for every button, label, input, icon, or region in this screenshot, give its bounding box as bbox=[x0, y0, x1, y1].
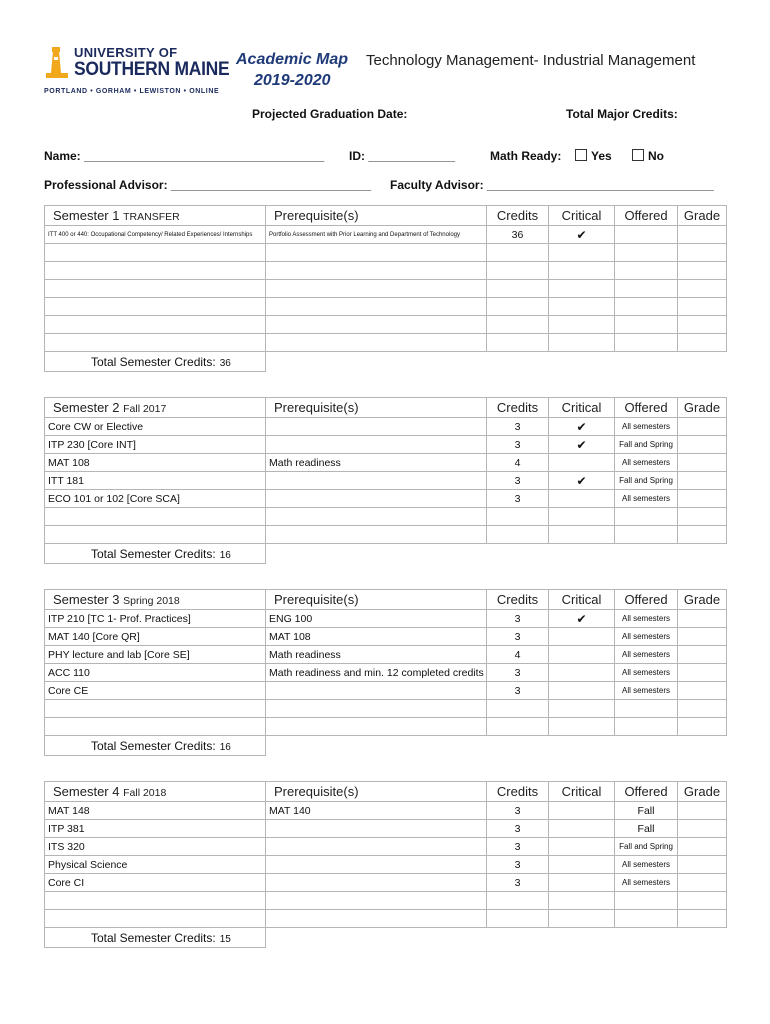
course-cell: ITT 400 or 440: Occupational Competency/ Related Experiences/ Internships bbox=[45, 226, 266, 244]
offered-cell bbox=[615, 262, 678, 280]
grade-cell[interactable] bbox=[678, 472, 727, 490]
semester-table bbox=[44, 205, 727, 372]
course-cell: PHY lecture and lab [Core SE] bbox=[45, 646, 266, 664]
critical-check-icon bbox=[549, 298, 615, 316]
semester-term: TRANSFER bbox=[123, 211, 180, 223]
credits-cell bbox=[487, 526, 549, 544]
grade-cell[interactable] bbox=[678, 874, 727, 892]
course-cell bbox=[45, 508, 266, 526]
prereq-header: Prerequisite(s) bbox=[266, 590, 487, 610]
total-label: Total Semester Credits: bbox=[91, 930, 216, 945]
credits-cell: 36 bbox=[487, 226, 549, 244]
critical-check-icon bbox=[549, 838, 615, 856]
prereq-cell bbox=[266, 298, 487, 316]
total-value: 16 bbox=[219, 741, 231, 753]
critical-header: Critical bbox=[549, 206, 615, 226]
table-row bbox=[45, 436, 727, 454]
critical-check-icon bbox=[549, 664, 615, 682]
checkbox-icon[interactable] bbox=[575, 149, 587, 161]
table-row bbox=[45, 610, 727, 628]
grade-header: Grade bbox=[678, 398, 727, 418]
offered-cell: All semesters bbox=[615, 610, 678, 628]
offered-cell bbox=[615, 700, 678, 718]
grade-header: Grade bbox=[678, 590, 727, 610]
critical-check-icon bbox=[549, 508, 615, 526]
total-semester-credits bbox=[45, 928, 266, 948]
logo-university-of: UNIVERSITY OF bbox=[74, 45, 178, 60]
logo-southern-maine: SOUTHERN MAINE bbox=[74, 59, 230, 80]
offered-cell: All semesters bbox=[615, 454, 678, 472]
table-row bbox=[45, 472, 727, 490]
prereq-cell bbox=[266, 280, 487, 298]
course-cell: Physical Science bbox=[45, 856, 266, 874]
total-major-credits-label: Total Major Credits: bbox=[566, 107, 678, 121]
course-cell: MAT 148 bbox=[45, 802, 266, 820]
grade-header: Grade bbox=[678, 782, 727, 802]
credits-cell: 3 bbox=[487, 610, 549, 628]
prereq-cell bbox=[266, 874, 487, 892]
critical-check-icon bbox=[549, 244, 615, 262]
grade-cell[interactable] bbox=[678, 802, 727, 820]
offered-cell bbox=[615, 334, 678, 352]
semester-header bbox=[45, 206, 266, 226]
prereq-cell bbox=[266, 436, 487, 454]
grade-cell[interactable] bbox=[678, 856, 727, 874]
credits-cell bbox=[487, 316, 549, 334]
offered-cell bbox=[615, 526, 678, 544]
prereq-cell: MAT 108 bbox=[266, 628, 487, 646]
prereq-cell bbox=[266, 838, 487, 856]
credits-cell bbox=[487, 508, 549, 526]
critical-check-icon bbox=[549, 718, 615, 736]
table-row bbox=[45, 718, 727, 736]
table-row bbox=[45, 802, 727, 820]
credits-cell bbox=[487, 910, 549, 928]
total-label: Total Semester Credits: bbox=[91, 354, 216, 369]
grade-cell[interactable] bbox=[678, 628, 727, 646]
offered-cell bbox=[615, 316, 678, 334]
credits-cell bbox=[487, 280, 549, 298]
table-row bbox=[45, 244, 727, 262]
prereq-cell bbox=[266, 418, 487, 436]
critical-check-icon bbox=[549, 856, 615, 874]
course-cell: ITP 210 [TC 1- Prof. Practices] bbox=[45, 610, 266, 628]
critical-check-icon bbox=[549, 526, 615, 544]
critical-check-icon: ✔ bbox=[549, 472, 615, 490]
credits-cell bbox=[487, 718, 549, 736]
credits-cell bbox=[487, 892, 549, 910]
total-value: 16 bbox=[219, 549, 231, 561]
credits-cell bbox=[487, 298, 549, 316]
math-ready-yes[interactable]: Yes bbox=[575, 149, 612, 163]
table-row bbox=[45, 628, 727, 646]
credits-cell: 3 bbox=[487, 856, 549, 874]
id-field[interactable]: ID: _____________ bbox=[349, 149, 456, 163]
offered-header: Offered bbox=[615, 206, 678, 226]
course-cell bbox=[45, 718, 266, 736]
total-semester-credits bbox=[45, 352, 266, 372]
semester-term: Fall 2017 bbox=[123, 403, 167, 415]
offered-cell bbox=[615, 244, 678, 262]
total-semester-credits bbox=[45, 544, 266, 564]
table-row bbox=[45, 262, 727, 280]
table-row bbox=[45, 334, 727, 352]
professional-advisor-field[interactable]: Professional Advisor: ______________________________ bbox=[44, 178, 372, 192]
offered-cell: All semesters bbox=[615, 418, 678, 436]
course-cell bbox=[45, 526, 266, 544]
total-value: 36 bbox=[219, 357, 231, 369]
checkbox-icon[interactable] bbox=[632, 149, 644, 161]
critical-check-icon bbox=[549, 490, 615, 508]
course-cell: ACC 110 bbox=[45, 664, 266, 682]
grade-cell[interactable] bbox=[678, 436, 727, 454]
offered-cell: Fall and Spring bbox=[615, 472, 678, 490]
table-row bbox=[45, 700, 727, 718]
academic-years: 2019-2020 bbox=[254, 72, 331, 89]
critical-check-icon: ✔ bbox=[549, 226, 615, 244]
grade-cell[interactable] bbox=[678, 298, 727, 316]
prereq-cell: Math readiness bbox=[266, 454, 487, 472]
offered-cell bbox=[615, 892, 678, 910]
critical-check-icon bbox=[549, 316, 615, 334]
total-row-spacer bbox=[266, 352, 727, 372]
prereq-cell: Math readiness and min. 12 completed credits bbox=[266, 664, 487, 682]
total-label: Total Semester Credits: bbox=[91, 738, 216, 753]
grade-cell[interactable] bbox=[678, 838, 727, 856]
offered-header: Offered bbox=[615, 398, 678, 418]
critical-check-icon bbox=[549, 892, 615, 910]
course-cell: Core CW or Elective bbox=[45, 418, 266, 436]
table-row bbox=[45, 454, 727, 472]
prereq-cell: Math readiness bbox=[266, 646, 487, 664]
critical-check-icon: ✔ bbox=[549, 610, 615, 628]
critical-check-icon: ✔ bbox=[549, 436, 615, 454]
total-row-spacer bbox=[266, 544, 727, 564]
offered-cell bbox=[615, 226, 678, 244]
credits-cell: 3 bbox=[487, 682, 549, 700]
table-row bbox=[45, 820, 727, 838]
course-cell bbox=[45, 262, 266, 280]
course-cell bbox=[45, 244, 266, 262]
course-cell: MAT 140 [Core QR] bbox=[45, 628, 266, 646]
prereq-cell bbox=[266, 700, 487, 718]
credits-cell: 3 bbox=[487, 802, 549, 820]
projected-graduation-label: Projected Graduation Date: bbox=[252, 107, 408, 121]
course-cell: MAT 108 bbox=[45, 454, 266, 472]
total-label: Total Semester Credits: bbox=[91, 546, 216, 561]
credits-header: Credits bbox=[487, 590, 549, 610]
prereq-header: Prerequisite(s) bbox=[266, 206, 487, 226]
offered-cell: All semesters bbox=[615, 490, 678, 508]
offered-cell: All semesters bbox=[615, 646, 678, 664]
offered-cell bbox=[615, 280, 678, 298]
offered-cell: All semesters bbox=[615, 682, 678, 700]
course-cell: ITS 320 bbox=[45, 838, 266, 856]
table-row bbox=[45, 508, 727, 526]
course-cell bbox=[45, 298, 266, 316]
credits-header: Credits bbox=[487, 206, 549, 226]
critical-check-icon bbox=[549, 820, 615, 838]
grade-cell[interactable] bbox=[678, 490, 727, 508]
offered-cell: Fall and Spring bbox=[615, 436, 678, 454]
grade-cell[interactable] bbox=[678, 454, 727, 472]
table-row bbox=[45, 892, 727, 910]
grade-cell[interactable] bbox=[678, 718, 727, 736]
credits-cell: 3 bbox=[487, 664, 549, 682]
critical-check-icon bbox=[549, 682, 615, 700]
critical-check-icon bbox=[549, 874, 615, 892]
credits-cell: 3 bbox=[487, 838, 549, 856]
offered-cell: Fall and Spring bbox=[615, 838, 678, 856]
logo-campuses: PORTLAND • GORHAM • LEWISTON • ONLINE bbox=[44, 88, 220, 95]
offered-cell bbox=[615, 910, 678, 928]
table-row bbox=[45, 298, 727, 316]
table-row bbox=[45, 280, 727, 298]
course-cell: ECO 101 or 102 [Core SCA] bbox=[45, 490, 266, 508]
table-row bbox=[45, 226, 727, 244]
credits-cell: 3 bbox=[487, 874, 549, 892]
credits-cell: 3 bbox=[487, 418, 549, 436]
program-name: Technology Management- Industrial Management bbox=[366, 52, 696, 69]
prereq-cell bbox=[266, 490, 487, 508]
table-row bbox=[45, 856, 727, 874]
semester-name: Semester 1 bbox=[53, 208, 120, 223]
credits-cell bbox=[487, 262, 549, 280]
credits-cell: 4 bbox=[487, 646, 549, 664]
semester-header bbox=[45, 590, 266, 610]
critical-header: Critical bbox=[549, 782, 615, 802]
credits-cell bbox=[487, 334, 549, 352]
prereq-cell: Portfolio Assessment with Prior Learning and Department of Technology bbox=[266, 226, 487, 244]
credits-header: Credits bbox=[487, 398, 549, 418]
usm-logo bbox=[44, 45, 230, 100]
critical-check-icon bbox=[549, 700, 615, 718]
prereq-cell bbox=[266, 508, 487, 526]
prereq-cell bbox=[266, 892, 487, 910]
prereq-cell bbox=[266, 682, 487, 700]
prereq-cell: ENG 100 bbox=[266, 610, 487, 628]
grade-cell[interactable] bbox=[678, 892, 727, 910]
semester-term: Fall 2018 bbox=[123, 787, 167, 799]
course-cell bbox=[45, 280, 266, 298]
critical-header: Critical bbox=[549, 590, 615, 610]
prereq-cell bbox=[266, 334, 487, 352]
semester-table bbox=[44, 589, 727, 756]
grade-cell[interactable] bbox=[678, 262, 727, 280]
table-row bbox=[45, 664, 727, 682]
critical-check-icon bbox=[549, 628, 615, 646]
prereq-cell bbox=[266, 526, 487, 544]
name-field[interactable]: Name: ____________________________________ bbox=[44, 149, 325, 163]
semester-table bbox=[44, 781, 727, 948]
grade-cell[interactable] bbox=[678, 700, 727, 718]
critical-check-icon bbox=[549, 454, 615, 472]
prereq-cell bbox=[266, 820, 487, 838]
credits-cell: 3 bbox=[487, 628, 549, 646]
offered-header: Offered bbox=[615, 782, 678, 802]
table-row bbox=[45, 682, 727, 700]
grade-cell[interactable] bbox=[678, 334, 727, 352]
grade-cell[interactable] bbox=[678, 226, 727, 244]
grade-cell[interactable] bbox=[678, 244, 727, 262]
credits-cell bbox=[487, 244, 549, 262]
semester-table bbox=[44, 397, 727, 564]
semester-name: Semester 2 bbox=[53, 400, 120, 415]
grade-cell[interactable] bbox=[678, 526, 727, 544]
offered-cell: All semesters bbox=[615, 628, 678, 646]
grade-cell[interactable] bbox=[678, 682, 727, 700]
prereq-cell bbox=[266, 856, 487, 874]
prereq-cell: MAT 140 bbox=[266, 802, 487, 820]
prereq-cell bbox=[266, 244, 487, 262]
table-row bbox=[45, 316, 727, 334]
table-row bbox=[45, 910, 727, 928]
critical-check-icon bbox=[549, 334, 615, 352]
grade-cell[interactable] bbox=[678, 418, 727, 436]
table-row bbox=[45, 646, 727, 664]
grade-cell[interactable] bbox=[678, 910, 727, 928]
math-ready-label: Math Ready: bbox=[490, 149, 562, 163]
credits-cell: 3 bbox=[487, 436, 549, 454]
offered-cell: All semesters bbox=[615, 856, 678, 874]
prereq-cell bbox=[266, 718, 487, 736]
prereq-header: Prerequisite(s) bbox=[266, 782, 487, 802]
critical-check-icon bbox=[549, 646, 615, 664]
credits-cell: 3 bbox=[487, 490, 549, 508]
offered-cell bbox=[615, 508, 678, 526]
grade-cell[interactable] bbox=[678, 508, 727, 526]
semester-header bbox=[45, 782, 266, 802]
page-title: Academic Map bbox=[236, 51, 349, 68]
prereq-cell bbox=[266, 910, 487, 928]
course-cell bbox=[45, 910, 266, 928]
semester-name: Semester 3 bbox=[53, 592, 120, 607]
critical-check-icon bbox=[549, 802, 615, 820]
offered-cell bbox=[615, 718, 678, 736]
prereq-cell bbox=[266, 316, 487, 334]
course-cell bbox=[45, 700, 266, 718]
grade-cell[interactable] bbox=[678, 646, 727, 664]
prereq-cell bbox=[266, 472, 487, 490]
credits-cell: 4 bbox=[487, 454, 549, 472]
prereq-cell bbox=[266, 262, 487, 280]
credits-cell: 3 bbox=[487, 820, 549, 838]
table-row bbox=[45, 874, 727, 892]
table-row bbox=[45, 418, 727, 436]
math-ready-no[interactable]: No bbox=[632, 149, 664, 163]
faculty-advisor-field[interactable]: Faculty Advisor: __________________________________ bbox=[390, 178, 714, 192]
table-row bbox=[45, 490, 727, 508]
semester-term: Spring 2018 bbox=[123, 595, 180, 607]
table-row bbox=[45, 838, 727, 856]
total-row-spacer bbox=[266, 736, 727, 756]
offered-cell: All semesters bbox=[615, 874, 678, 892]
lighthouse-icon bbox=[44, 47, 70, 79]
offered-cell bbox=[615, 298, 678, 316]
course-cell bbox=[45, 316, 266, 334]
course-cell: ITP 230 [Core INT] bbox=[45, 436, 266, 454]
offered-header: Offered bbox=[615, 590, 678, 610]
total-value: 15 bbox=[219, 933, 231, 945]
offered-cell: Fall bbox=[615, 802, 678, 820]
prereq-header: Prerequisite(s) bbox=[266, 398, 487, 418]
critical-header: Critical bbox=[549, 398, 615, 418]
table-row bbox=[45, 526, 727, 544]
grade-cell[interactable] bbox=[678, 316, 727, 334]
critical-check-icon: ✔ bbox=[549, 418, 615, 436]
grade-cell[interactable] bbox=[678, 280, 727, 298]
course-cell: Core CI bbox=[45, 874, 266, 892]
course-cell: Core CE bbox=[45, 682, 266, 700]
offered-cell: All semesters bbox=[615, 664, 678, 682]
course-cell: ITP 381 bbox=[45, 820, 266, 838]
grade-header: Grade bbox=[678, 206, 727, 226]
semester-header bbox=[45, 398, 266, 418]
course-cell bbox=[45, 334, 266, 352]
total-row-spacer bbox=[266, 928, 727, 948]
critical-check-icon bbox=[549, 910, 615, 928]
offered-cell: Fall bbox=[615, 820, 678, 838]
credits-header: Credits bbox=[487, 782, 549, 802]
critical-check-icon bbox=[549, 280, 615, 298]
semester-name: Semester 4 bbox=[53, 784, 120, 799]
grade-cell[interactable] bbox=[678, 820, 727, 838]
total-semester-credits bbox=[45, 736, 266, 756]
critical-check-icon bbox=[549, 262, 615, 280]
grade-cell[interactable] bbox=[678, 664, 727, 682]
credits-cell: 3 bbox=[487, 472, 549, 490]
course-cell bbox=[45, 892, 266, 910]
course-cell: ITT 181 bbox=[45, 472, 266, 490]
credits-cell bbox=[487, 700, 549, 718]
grade-cell[interactable] bbox=[678, 610, 727, 628]
